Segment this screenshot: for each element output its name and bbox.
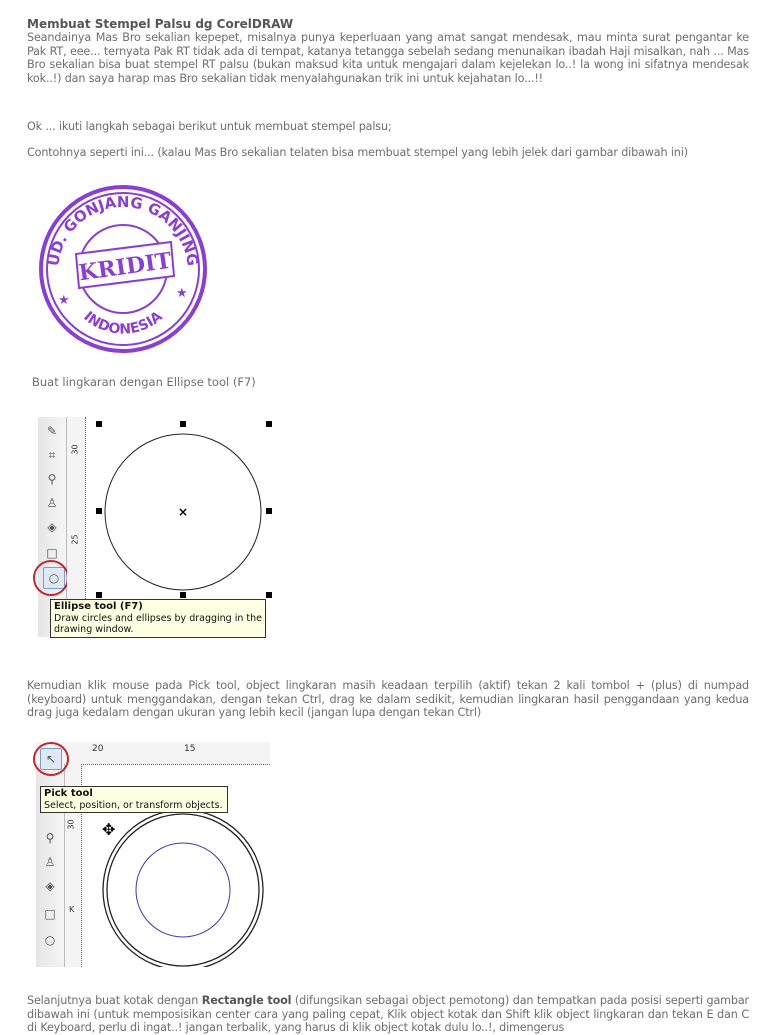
smart-fill-icon[interactable]: ◈ xyxy=(45,879,55,893)
ruler-label-30: 30 xyxy=(66,819,76,830)
stamp-image xyxy=(36,184,211,354)
highlight-circle xyxy=(33,742,69,776)
step3-text-post: (difungsikan sebagai object pemotong) dan tempatkan pada posisi seperti gambar dibawah ini (untuk memposisikan center cara yang paling cepat, Klik object kotak dan Shift klik object lingkaran dan tekan E dan C di Keyboard, perlu di ingat..! jangan terbalik, yang harus di klik object kotak dulu lo..!, dimengerus xyxy=(27,994,750,1035)
selection-handle[interactable] xyxy=(180,592,186,598)
svg-text:INDONESIA: INDONESIA xyxy=(80,308,166,338)
rectangle-tool-icon[interactable]: □ xyxy=(46,546,58,560)
selection-handle[interactable] xyxy=(96,421,102,427)
pen-tool-icon[interactable]: ♙ xyxy=(46,496,58,510)
ruler-label-20: 20 xyxy=(92,744,104,754)
pick-tooltip xyxy=(40,786,228,813)
pen-tool-icon[interactable]: ♙ xyxy=(44,855,56,869)
ruler-label-30: 30 xyxy=(70,444,80,455)
selection-handle[interactable] xyxy=(96,508,102,514)
ellipse-tool-icon[interactable]: ○ xyxy=(44,933,56,947)
tooltip-title: Ellipse tool (F7) xyxy=(54,601,143,612)
svg-text:UD. GONJANG GANJING: UD. GONJANG GANJING xyxy=(44,192,202,268)
tooltip-title: Pick tool xyxy=(44,788,93,799)
ellipse-tool-icon[interactable]: ○ xyxy=(43,567,65,589)
ruler-label-15: 15 xyxy=(184,744,196,754)
smart-fill-icon[interactable]: ◈ xyxy=(47,520,57,534)
example-paragraph: Contohnya seperti ini... (kalau Mas Bro sekalian telaten bisa membuat stempel yang lebih jelek dari gambar dibawah ini) xyxy=(27,146,688,159)
ruler-label-k: K xyxy=(69,905,75,914)
rectangle-tool-icon[interactable]: □ xyxy=(44,907,56,921)
step3-text-pre: Selanjutnya buat kotak dengan xyxy=(27,994,202,1007)
article-title: Membuat Stempel Palsu dg CorelDRAW xyxy=(27,17,294,31)
selection-handle[interactable] xyxy=(180,421,186,427)
figure-pick-tool xyxy=(36,742,270,967)
move-cursor-icon: ✥ xyxy=(102,820,116,839)
shape-tool-icon[interactable]: ✎ xyxy=(46,424,58,438)
selection-handle[interactable] xyxy=(266,592,272,598)
step3-paragraph xyxy=(27,994,749,1035)
svg-text:★: ★ xyxy=(58,293,70,308)
svg-text:★: ★ xyxy=(176,286,188,301)
crop-tool-icon[interactable]: ⌗ xyxy=(48,448,56,462)
zoom-tool-icon[interactable]: ⚲ xyxy=(47,472,57,486)
figure-ellipse-tool xyxy=(38,417,278,637)
step1-caption: Buat lingkaran dengan Ellipse tool (F7) xyxy=(32,375,256,389)
selection-handle[interactable] xyxy=(96,592,102,598)
horizontal-ruler xyxy=(36,742,270,765)
step2-paragraph: Kemudian klik mouse pada Pick tool, object lingkaran masih keadaan terpilih (aktif) tekan 2 kali tombol + (plus) di numpad (keyboard) untuk menggandakan, dengan tekan Ctrl, drag ke dalam sedikit, kemudian lingkaran hasil penggandaan yang kedua drag juga kedalam dengan ukuran yang lebih kecil (jangan lupa dengan tekan Ctrl) xyxy=(27,679,749,720)
highlight-circle xyxy=(33,560,69,596)
ruler-label-25: 25 xyxy=(70,534,80,545)
svg-text:KRIDIT: KRIDIT xyxy=(77,247,174,287)
tooltip-description: Select, position, or transform objects. xyxy=(44,799,223,811)
step-intro-paragraph: Ok ... ikuti langkah sebagai berikut untuk membuat stempel palsu; xyxy=(27,120,392,133)
zoom-tool-icon[interactable]: ⚲ xyxy=(45,831,55,845)
ellipse-tooltip xyxy=(50,599,266,638)
tooltip-description: Draw circles and ellipses by dragging in the drawing window. xyxy=(54,612,262,635)
selection-handle[interactable] xyxy=(266,421,272,427)
rectangle-tool-label: Rectangle tool xyxy=(201,994,292,1007)
pick-tool-icon[interactable]: ↖ xyxy=(40,748,62,770)
intro-paragraph: Seandainya Mas Bro sekalian kepepet, misalnya punya keperluaan yang amat sangat mendesak, mau minta surat pengantar ke Pak RT, eee... ternyata Pak RT tidak ada di tempat, katanya tetangga sebelah sedang menunaikan ibadah Haji misalkan, nah ... Mas Bro sekalian bisa buat stempel RT palsu (bukan maksud kita untuk mengajari dalam kejelekan lo..! la wong ini sifatnya mendesak kok..!) dan saya harap mas Bro sekalian tidak menyalahgunakan trik ini untuk kejahatan lo...!! xyxy=(27,31,749,85)
svg-text:×: × xyxy=(178,505,189,519)
selection-handle[interactable] xyxy=(266,508,272,514)
